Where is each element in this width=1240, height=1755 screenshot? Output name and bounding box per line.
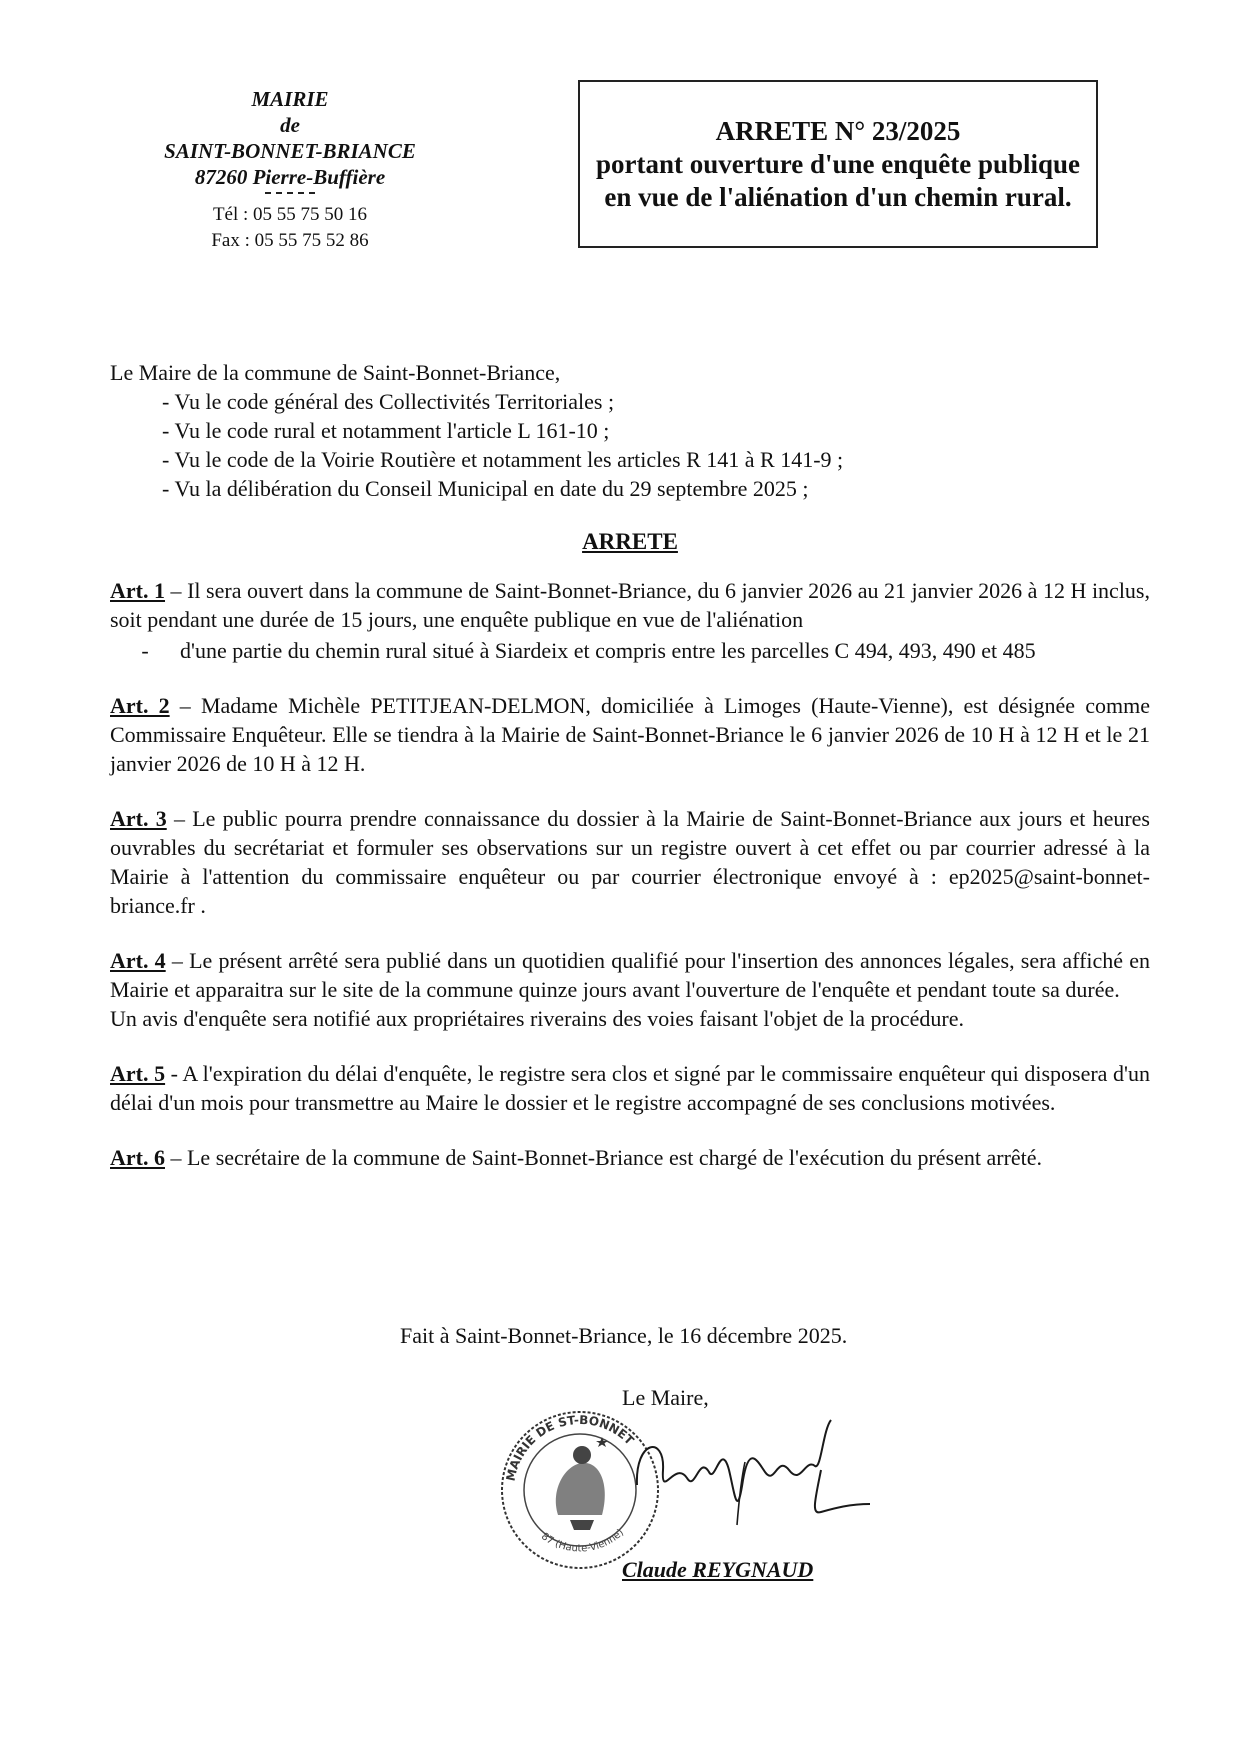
article-text: – Le secrétaire de la commune de Saint-Bonnet-Briance est chargé de l'exécution du présent arrêté. [164, 1145, 1043, 1170]
article-text: – Il sera ouvert dans la commune de Saint-Bonnet-Briance, du 6 janvier 2026 au 21 janvier 2026 à 12 H inclus, soit pendant une durée de 15 jours, une enquête publique en vue de l'aliénation [110, 578, 1150, 632]
signatory-role: Le Maire, [622, 1385, 709, 1410]
article-1 [110, 576, 1150, 665]
article-label: Art. 3 [110, 806, 167, 831]
document-body [110, 358, 1150, 1198]
title-box [578, 80, 1098, 248]
preamble-item: - Vu le code général des Collectivités Territoriales ; [110, 387, 1150, 416]
article-3 [110, 804, 1150, 920]
title-line-2: portant ouverture d'une enquête publique [595, 148, 1081, 179]
article-text: – Le public pourra prendre connaissance du dossier à la Mairie de Saint-Bonnet-Briance aux jours et heures ouvrables du secrétariat et formuler ses observations sur un registre ouvert à cet effet ou par courrier adressé à la Mairie à l'attention du commissaire enquêteur ou par courrier électronique envoyé à : ep2025@saint-bonnet-briance.fr . [110, 806, 1150, 918]
article-label: Art. 1 [110, 578, 166, 603]
title-line-3: en vue de l'aliénation d'un chemin rural. [604, 181, 1072, 212]
commune-address: 87260 Pierre-Buffière [194, 165, 386, 189]
preamble-item: - Vu la délibération du Conseil Municipal en date du 29 septembre 2025 ; [110, 474, 1150, 503]
preamble-item: - Vu le code de la Voirie Routière et notamment les articles R 141 à R 141-9 ; [110, 445, 1150, 474]
article-label: Art. 5 [110, 1061, 166, 1086]
article-extra-text: Un avis d'enquête sera notifié aux propriétaires riverains des voies faisant l'objet de la procédure. [110, 1006, 965, 1031]
svg-text:87 (Haute-Vienne): 87 (Haute-Vienne) [538, 1527, 627, 1555]
mairie-de: de [280, 113, 300, 137]
article-6 [110, 1143, 1150, 1172]
article-2 [110, 691, 1150, 778]
sub-item-text: d'une partie du chemin rural situé à Siardeix et compris entre les parcelles C 494, 493, 490 et 485 [180, 638, 1036, 663]
preamble-intro: Le Maire de la commune de Saint-Bonnet-Briance, [110, 360, 561, 385]
preamble-item: - Vu le code rural et notamment l'article L 161-10 ; [110, 416, 1150, 445]
fax-number: Fax : 05 55 75 52 86 [211, 230, 369, 251]
preamble-list [110, 387, 1150, 503]
place-date-line: Fait à Saint-Bonnet-Briance, le 16 décembre 2025. [400, 1323, 848, 1348]
header-divider [265, 192, 315, 194]
article-text: - A l'expiration du délai d'enquête, le registre sera clos et signé par le commissaire enquêteur qui disposera d'un délai d'un mois pour transmettre au Maire le dossier et le registre accompagné de ses conclusions motivées. [110, 1061, 1150, 1115]
mayor-signature [625, 1400, 875, 1540]
article-4 [110, 946, 1150, 1033]
arrete-number: ARRETE N° 23/2025 [715, 115, 961, 146]
article-label: Art. 4 [110, 948, 166, 973]
svg-text:MAIRIE DE ST-BONNET: MAIRIE DE ST-BONNET [503, 1412, 637, 1483]
commune-name: SAINT-BONNET-BRIANCE [164, 139, 416, 163]
arrete-heading: ARRETE [582, 529, 678, 554]
article-5 [110, 1059, 1150, 1117]
signatory-name: Claude REYGNAUD [622, 1557, 814, 1582]
mairie-label: MAIRIE [251, 87, 329, 111]
article-text: – Le présent arrêté sera publié dans un quotidien qualifié pour l'insertion des annonces légales, sera affiché en Mairie et apparaitra sur le site de la commune quinze jours avant l'ouverture de l'enquête et pendant toute sa durée. [110, 948, 1150, 1002]
article-text: – Madame Michèle PETITJEAN-DELMON, domiciliée à Limoges (Haute-Vienne), est désignée comme Commissaire Enquêteur. Elle se tiendra à la Mairie de Saint-Bonnet-Briance le 6 janvier 2026 de 10 H à 12 H et le 21 janvier 2026 de 10 H à 12 H. [110, 693, 1150, 776]
article-label: Art. 2 [110, 693, 170, 718]
mairie-header [110, 86, 470, 254]
article-sub-item [110, 636, 1150, 665]
article-label: Art. 6 [110, 1145, 165, 1170]
phone-number: Tél : 05 55 75 50 16 [212, 204, 368, 225]
sub-item-marker: - [141, 638, 149, 663]
